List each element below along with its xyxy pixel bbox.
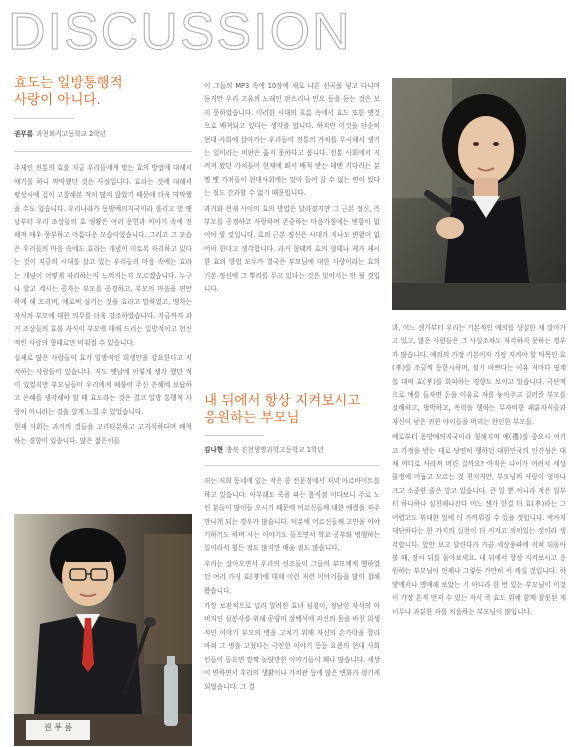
article1-author-divider bbox=[14, 151, 192, 152]
article2-author-school: 충북 진천생명과학고등학교 1학년 bbox=[226, 446, 324, 454]
article2-paragraph-2: 우리는 살아오면서 우리의 선조들이 그들의 부모에게 행하였던 여러 가지 효(孝)에 대해 이런 저런 이야기들을 많이 접해왔습니다. bbox=[204, 559, 380, 595]
photo-student-microphone-image bbox=[392, 78, 566, 310]
article1-author-name: 권푸름 bbox=[14, 130, 34, 138]
article2-paragraph-3: 가장 보편적으로 널리 알려진 효녀 심청이, 정남인 자식의 아버지인 심봉사를 위해 공양미 삼백석에 자신의 몸을 바친 희생적인 이야기 부모의 병을 고치기 위해 자신의 손가락을 잘라 바쳐 그 병을 고쳤다는 극진한 이야기 등등 요즘의 현대 사회인들이 들으면 깜짝 놀랄만한 이야기들이 꽤나 많습니다. 세상이 변하면서 우리의 생활이나 가치관 등에 많은 변화가 생기게 되었습니다. 그 결 bbox=[204, 602, 381, 691]
article1-paragraph-2: 실제로 많은 사람들이 효가 일방적인 희생만을 강요한다고 지적하는 사람들이 있습니다. 저도 옛날에 이렇게 생각 했던 적이 있었지만 부모님들이 우리에게 베풀어 주신 은혜에 보답하고 은혜를 생각해야 할 때 효도라는 것은 결코 일방 통행적 사랑이 아니라는 것을 알게 느낄 수 있었습니다. bbox=[14, 354, 192, 416]
column2 bbox=[204, 80, 380, 297]
article1-author-school: 과천외지고등학교 2학년 bbox=[36, 130, 107, 138]
column3-paragraph-2: 예로부터 동방예의지국이라 칭해지며 예(禮)를 중요시 여기고 가정을 받는 대로 당연히 행하던 대한민국의 인간성은 대체 어디로 사라져 버린 걸까요? 아직은 나이가 어려서 세상 물정에 어둡고 모르는 것 천지지만, 부모님의 사랑이 얼마나 크고 소중한 줄은 알고 있습니다. 큰 일 뿐 아니라 작은 일부터 하나하나 실천해나간다 어느 샌가 한결 더 효(孝)라는 그 어렵고도 위대한 일에 더 가까워질 수 있을 것입니다. 벅가지 대단하다는 한 가지의 실천이 더 커지고 의미있는 것이라 생각합니다. 앞만 보고 달린다가 가끔 세상풍파에 지쳐 뒤돌아 볼 때, 잠시 뒤를 돌아보세요. 내 뒤에서 항상 지켜보시고 응원하는 부모님이 언제나 그렇듯 가만히 서 계실 것입니다. 하얗에서나 명예해 보았는 기 아니라 한 번 있는 부모님이 이것이 가장 흔적 먼저 수 있는 자식 즉 효도 위에 함께 잘못된 게 너무나 과분한 자를 처음하는 부모님이 많입니다. bbox=[392, 433, 566, 616]
article1-heading-line1: 효도는 일방통행적 bbox=[14, 75, 123, 91]
photo-student-microphone bbox=[392, 78, 566, 310]
article2-paragraph-1: 저는 저희 동네에 있는 작은 중 전문점에서 저녁 아르바이트를 하고 있습니다. 아무래도 죽을 파는 음식점 이다보니 주로 노인 분들이 많이들 오시기 때문에 어르신들께 대한 예절을 자주 만나게 되는 경우가 많습니다. 덕분에 어르신들께 고민을 이야기하기도 하며 사는 이야기도 들으면서 학교 공부와 병행하는 일이라서 힘든 점도 많지만 배울 점도 많습니다. bbox=[204, 477, 381, 553]
article2-author-divider bbox=[204, 465, 380, 466]
article1-paragraph-3: 현재 사회는 과거의 것들을 고리타분하고 고지식하다며 배척하는 경향이 있습니다. 많은 젊은이들 bbox=[14, 423, 192, 445]
column2-paragraph-1: 이 그들의 MP3 속에 10장에 새로 나온 신곡을 넣고 다니며 듣지만 우리 고유의 노래인 판소리나 민요 등을 듣는 것은 보지 못하였습니다. 이러한 시대의 흐름 속에서 효도 또한 옛것으로 배척되고 있다는 생각을 합니다. 하지만 이것을 단순히 현대 사회에 살아가는 우리들이 전통의 가치를 무시해서 생기는 일이라는 비판은 옳지 못하다고 봅니다. 전통 사회에서 지켜져 왔던 가치들이 현재에 와서 배척 받는 데엔 기다리는 분명 옛 가치들이 현대사회에는 맞아 들어 갈 수 없는 면이 있다는 점도 간과할 수 없기 때문입니다. bbox=[204, 82, 380, 198]
article2-divider bbox=[204, 435, 264, 436]
article1-heading bbox=[14, 75, 192, 109]
page-title: DISCUSSION bbox=[8, 3, 352, 61]
article1-author bbox=[14, 128, 192, 141]
article2-author bbox=[204, 444, 380, 457]
nameplate-text: 권 푸 름 bbox=[43, 723, 73, 732]
article2-author-name: 김나현 bbox=[204, 446, 224, 454]
article1 bbox=[14, 75, 192, 448]
column3-paragraph-1: 과, 어느 샌가부터 우리는 기본적인 예의를 상실한 채 살아가고 있고, 많은 사람들은 그 사실조차도 자각하지 못하는 경우가 많습니다. 예의의 가장 기본이자 가장 지켜야 할 덕목인 효(孝)를 조금씩 등한시하며, 설기 바쁘다는 이유 저마다 핑계를 대며 효(孝)를 회피하는 경향도 보이고 있습니다. 극단적으로 예를 들자면 돈을 이유로 자를 놓아주고 길러준 부모를 살해하고, 협박하고, 폭력을 행하는 무자비한 패륜자식들과 자신이 낳은 귀한 아이들을 버리는 잔인한 부모들. bbox=[392, 324, 566, 426]
article2-heading bbox=[204, 393, 380, 427]
article1-heading-line2: 사랑이 아니다. bbox=[14, 92, 101, 108]
photo-student-nameplate-image bbox=[14, 514, 192, 746]
article2-heading-line2: 응원하는 부모님 bbox=[204, 410, 300, 426]
article1-paragraph-1: 주제인 전통의 효를 지금 우리들에게 맞는 효의 방법에 대해서 얘기를 하니 막막했던 것은 사실입니다. 효라는 것에 대해서 평상시에 깊이 고찰해본 적이 많지 않았기 때문에 더욱 막막했을 수도 있습니다. 우리나라가 동방예의지국이라 불리고 먼 옛날부터 우리 조상들의 효 생활은 여러 문헌과 이야기 속에 전해져 매우 풍부하고 아름다운 모습이었습니다. 그리고 그 모습은 우리들의 마음 속에도 효라는 개념이 이토록 자리하고 있다는 것이 지금의 시대를 살고 있는 우리들의 마음 속에는 효라는 개념이 어떻게 자리하는지 느껴지는지 모르겠습니다. 누구나 알고 계시는 공자는 부모를 공경하고, 부모의 마음을 편안하게 해 드리며, 예로써 섬기는 것을 효라고 말하였고, 맹자는 자식의 부모에 대한 의무를 더욱 강조하였습니다. 지금까지 과거 조상들의 효를 자식이 부모에 대해 드리는 일방적이고 헌신적인 사랑의 형태로만 비춰질 수 있습니다. bbox=[14, 164, 192, 347]
article2-heading-line1: 내 뒤에서 항상 지켜보시고 bbox=[204, 393, 361, 409]
article2 bbox=[204, 393, 380, 694]
photo-student-nameplate bbox=[14, 514, 192, 746]
article1-divider bbox=[14, 118, 74, 119]
column2-paragraph-2: 과거와 현재 사이의 효의 방법은 달라졌지만 그 근본 정신, 즉 부모를 공경하고 사랑하며 존중하는 마음가짐에는 변함이 없어야 할 것입니다. 효의 근본 정신은 시대가 지나도 변함이 없어야 한다고 생각합니다. 과거 형태의 효의 형태나 제가 제시한 효의 방법 모두가 결국은 부모님에 대한 사랑이라는 효의 기본 정신에 그 뿌리를 두고 있다는 것은 잊어서는 안 될 것입니다. bbox=[204, 204, 380, 294]
column3 bbox=[392, 322, 566, 619]
